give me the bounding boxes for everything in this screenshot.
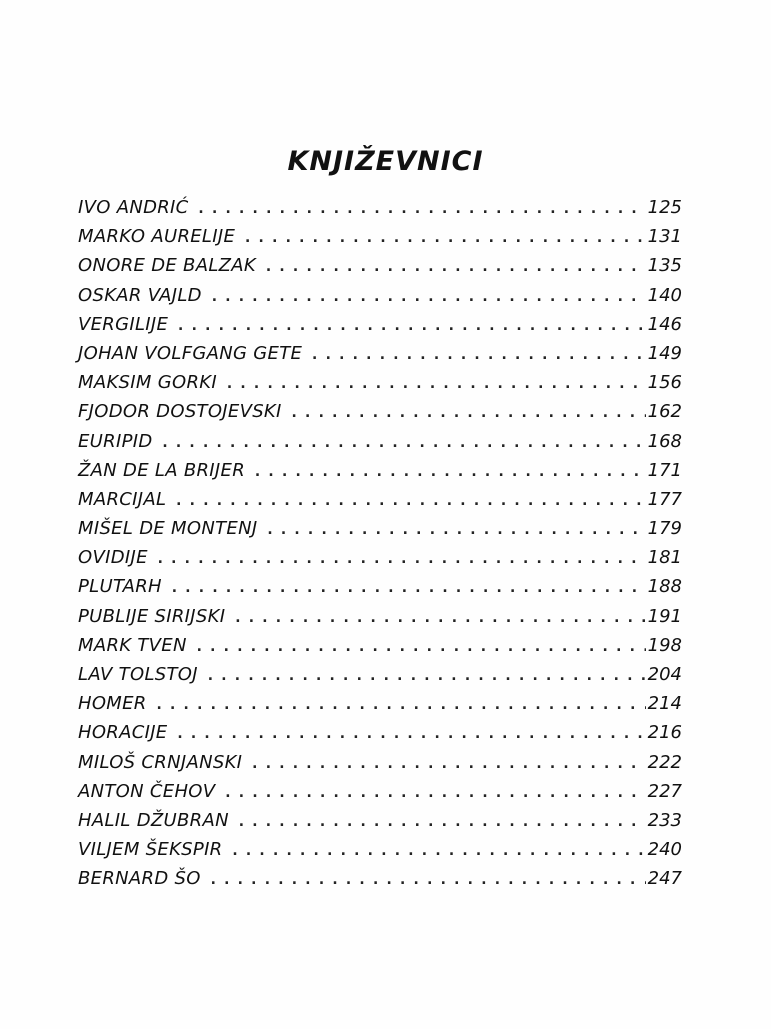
toc-entry-page-number: 179 — [647, 518, 682, 540]
toc-dot-leader — [310, 345, 645, 363]
toc-dot-leader — [195, 637, 646, 655]
toc-entry-page-number: 214 — [647, 693, 682, 715]
toc-dot-leader — [176, 316, 645, 334]
toc-entry-name: ŽAN DE LA BRIJER — [78, 459, 246, 481]
toc-entry — [78, 255, 682, 284]
toc-entry-name: MIŠEL DE MONTENJ — [78, 518, 258, 540]
toc-entry-page-number: 191 — [647, 605, 682, 627]
toc-entry-name: HALIL DŽUBRAN — [78, 809, 229, 831]
toc-entry — [78, 314, 682, 343]
toc-entry — [78, 226, 682, 255]
toc-entry — [78, 518, 682, 547]
toc-entry-page-number: 162 — [647, 401, 682, 423]
toc-dot-leader — [170, 578, 646, 596]
toc-entry-page-number: 125 — [647, 197, 682, 218]
toc-entry-page-number: 146 — [647, 313, 682, 335]
toc-entry-page-number: 216 — [647, 722, 682, 744]
page-title: KNJIŽEVNICI — [287, 146, 484, 178]
toc-entry — [78, 460, 682, 489]
toc-entry-name: MAKSIM GORKI — [78, 372, 217, 394]
toc-entry-name: MARCIJAL — [78, 488, 167, 510]
toc-entry-name: ONORE DE BALZAK — [78, 255, 256, 277]
toc-entry-page-number: 156 — [647, 372, 682, 394]
toc-dot-leader — [209, 870, 646, 888]
table-of-contents — [78, 197, 682, 898]
toc-dot-leader — [197, 199, 646, 217]
toc-dot-leader — [290, 403, 646, 421]
toc-entry — [78, 547, 682, 576]
toc-dot-leader — [174, 491, 645, 509]
toc-entry-page-number: 140 — [647, 284, 682, 306]
toc-entry — [78, 343, 682, 372]
toc-entry-name: HOMER — [78, 693, 147, 715]
toc-entry-name: OSKAR VAJLD — [78, 284, 202, 306]
toc-entry-name: PLUTARH — [78, 576, 162, 598]
toc-entry-name: EURIPID — [78, 430, 153, 452]
toc-entry-name: MILOŠ CRNJANSKI — [78, 751, 243, 773]
toc-entry — [78, 489, 682, 518]
toc-entry-name: BERNARD ŠO — [78, 868, 201, 890]
toc-dot-leader — [253, 462, 646, 480]
toc-entry-page-number: 168 — [647, 430, 682, 452]
toc-dot-leader — [225, 374, 646, 392]
toc-entry — [78, 810, 682, 839]
toc-entry — [78, 606, 682, 635]
toc-entry-name: VILJEM ŠEKSPIR — [78, 839, 223, 861]
toc-entry-page-number: 171 — [647, 459, 682, 481]
toc-entry-name: MARKO AURELIJE — [78, 226, 236, 248]
toc-dot-leader — [161, 433, 646, 451]
toc-entry — [78, 431, 682, 460]
toc-dot-leader — [265, 520, 645, 538]
toc-dot-leader — [250, 754, 645, 772]
toc-entry — [78, 693, 682, 722]
toc-dot-leader — [206, 666, 646, 684]
toc-entry — [78, 576, 682, 605]
toc-dot-leader — [237, 812, 646, 830]
toc-entry-name: PUBLIJE SIRIJSKI — [78, 605, 226, 627]
toc-entry — [78, 839, 682, 868]
toc-entry-page-number: 227 — [647, 780, 682, 802]
toc-entry — [78, 372, 682, 401]
toc-dot-leader — [223, 783, 645, 801]
toc-entry-name: IVO ANDRIĆ — [78, 197, 189, 218]
toc-entry — [78, 401, 682, 430]
toc-entry-page-number: 198 — [647, 634, 682, 656]
toc-entry-page-number: 233 — [647, 809, 682, 831]
toc-entry-page-number: 247 — [647, 868, 682, 890]
toc-entry-page-number: 240 — [647, 839, 682, 861]
toc-entry — [78, 197, 682, 226]
toc-dot-leader — [243, 228, 645, 246]
toc-entry-name: LAV TOLSTOJ — [78, 664, 198, 685]
toc-entry — [78, 664, 682, 693]
toc-dot-leader — [155, 695, 646, 713]
toc-entry — [78, 868, 682, 897]
toc-entry — [78, 752, 682, 781]
toc-entry-page-number: 204 — [647, 664, 682, 685]
toc-entry-name: VERGILIJE — [78, 313, 169, 335]
toc-entry — [78, 285, 682, 314]
toc-dot-leader — [210, 287, 646, 305]
toc-entry-name: OVIDIJE — [78, 547, 148, 569]
toc-entry-name: MARK TVEN — [78, 634, 187, 656]
toc-entry-page-number: 181 — [647, 547, 682, 569]
toc-entry-page-number: 149 — [647, 342, 682, 364]
toc-entry-page-number: 222 — [647, 751, 682, 773]
toc-entry — [78, 722, 682, 751]
toc-entry-name: HORACIJE — [78, 722, 168, 744]
toc-dot-leader — [230, 841, 645, 859]
toc-entry — [78, 781, 682, 810]
toc-entry-page-number: 131 — [647, 226, 682, 248]
toc-entry-page-number: 177 — [647, 488, 682, 510]
toc-dot-leader — [156, 549, 646, 567]
toc-dot-leader — [175, 724, 645, 742]
toc-entry-name: ANTON ČEHOV — [78, 780, 216, 802]
toc-entry-name: FJODOR DOSTOJEVSKI — [78, 401, 282, 423]
toc-dot-leader — [233, 608, 645, 626]
toc-entry-name: JOHAN VOLFGANG GETE — [78, 342, 303, 364]
toc-dot-leader — [264, 257, 646, 275]
toc-entry-page-number: 188 — [647, 576, 682, 598]
toc-entry — [78, 635, 682, 664]
toc-entry-page-number: 135 — [647, 255, 682, 277]
